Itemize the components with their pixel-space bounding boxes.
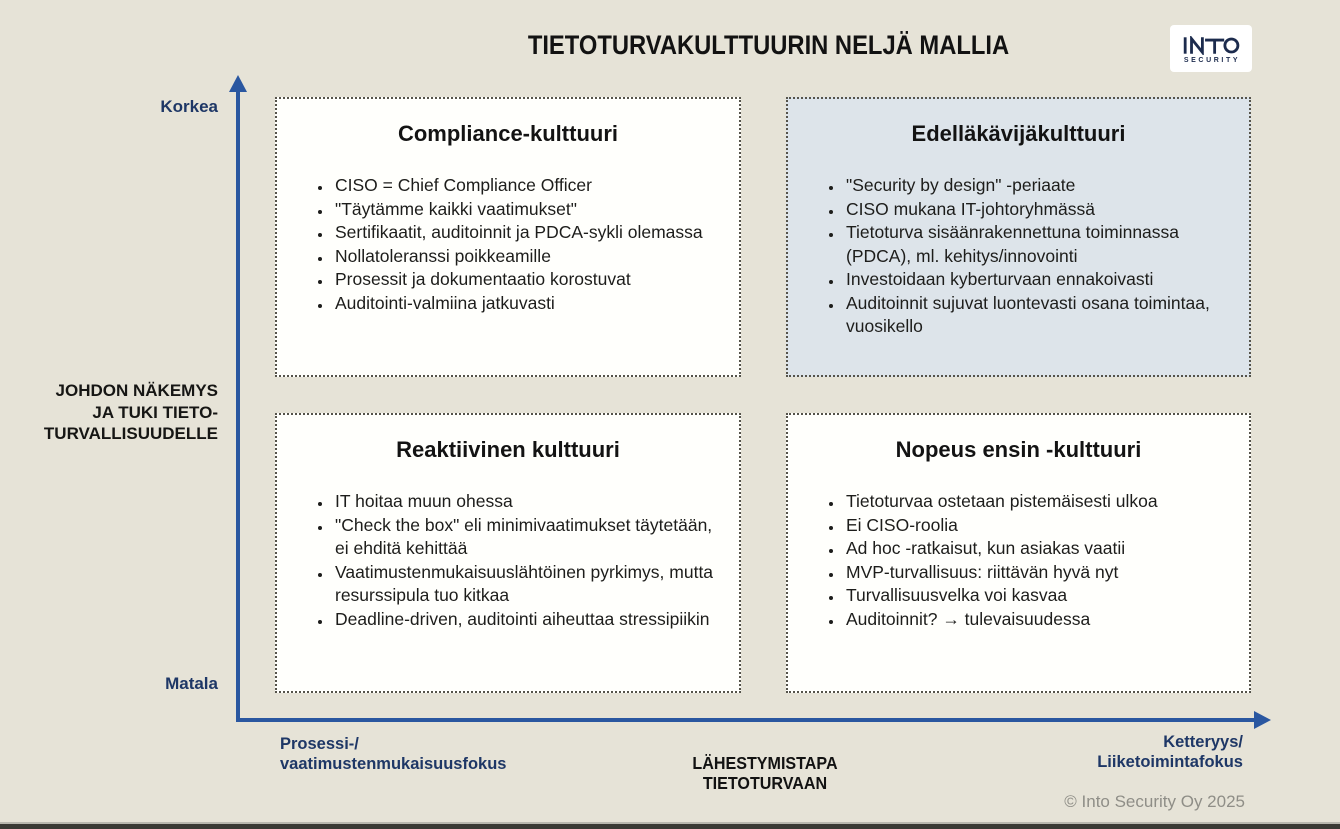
- bullet-item: • Sertifikaatit, auditoinnit ja PDCA-sykli olemassa: [332, 221, 717, 245]
- y-axis-title-line: TURVALLISUUDELLE: [43, 424, 218, 443]
- quadrant-bullet-list: [810, 174, 1227, 339]
- y-axis-low-label: Matala: [165, 674, 218, 693]
- y-axis-arrow-icon: [229, 75, 247, 92]
- quadrant-title: Edelläkävijäkulttuuri: [911, 121, 1126, 146]
- bullet-item: • Auditoinnit? → tulevaisuudessa: [843, 608, 1227, 632]
- x-axis-line: [236, 718, 1256, 722]
- quadrant-title: Reaktiivinen kulttuuri: [396, 437, 620, 462]
- x-axis-left-label: [280, 735, 507, 774]
- bullet-item: • Deadline-driven, auditointi aiheuttaa stressipiikin: [332, 608, 717, 632]
- bullet-item: • Ad hoc -ratkaisut, kun asiakas vaatii: [843, 537, 1227, 561]
- x-axis-right-label-line: Ketteryys/: [1163, 733, 1243, 751]
- bullet-item: • Nollatoleranssi poikkeamille: [332, 245, 717, 269]
- y-axis-title-line: JA TUKI TIETO-: [92, 402, 218, 422]
- x-axis-left-label-line: vaatimustenmukaisuusfokus: [280, 754, 507, 773]
- bullet-item: • Auditoinnit sujuvat luontevasti osana toimintaa, vuosikello: [843, 292, 1227, 339]
- bullet-item: • Vaatimustenmukaisuuslähtöinen pyrkimys, mutta resurssipula tuo kitkaa: [332, 561, 717, 608]
- x-axis-left-label-line: Prosessi-/: [280, 735, 359, 753]
- bullet-item: • CISO = Chief Compliance Officer: [332, 174, 717, 198]
- bullet-item: • Investoidaan kyberturvaan ennakoivasti: [843, 268, 1227, 292]
- bullet-item: • Ei CISO-roolia: [843, 514, 1227, 538]
- into-logo-mark: [1182, 36, 1240, 55]
- into-security-logo: [1170, 25, 1252, 72]
- x-axis-title-line: TIETOTURVAAN: [702, 773, 828, 793]
- bottom-edge-strip: [0, 822, 1340, 829]
- bullet-item: • Prosessit ja dokumentaatio korostuvat: [332, 268, 717, 292]
- bullet-item: • "Check the box" eli minimivaatimukset täytetään, ei ehditä kehittää: [332, 514, 717, 561]
- y-axis-line: [236, 90, 240, 722]
- logo-subtitle: SECURITY: [1183, 56, 1241, 64]
- bullet-item: • Tietoturva sisäänrakennettuna toiminnassa (PDCA), ml. kehitys/innovointi: [843, 221, 1227, 268]
- bullet-item: • IT hoitaa muun ohessa: [332, 490, 717, 514]
- quadrant-nopeus: [786, 413, 1251, 693]
- bullet-item: • "Security by design" -periaate: [843, 174, 1227, 198]
- bullet-item: • CISO mukana IT-johtoryhmässä: [843, 198, 1227, 222]
- bullet-item: • "Täytämme kaikki vaatimukset": [332, 198, 717, 222]
- quadrant-bullet-list: [810, 490, 1227, 631]
- copyright-text: © Into Security Oy 2025: [1064, 792, 1245, 811]
- quadrant-bullet-list: [299, 490, 717, 631]
- quadrant-bullet-list: [299, 174, 717, 315]
- bullet-item: • Tietoturvaa ostetaan pistemäisesti ulkoa: [843, 490, 1227, 514]
- quadrant-title: Nopeus ensin -kulttuuri: [895, 437, 1142, 462]
- x-axis-arrow-icon: [1254, 711, 1271, 729]
- x-axis-right-label: [1043, 733, 1243, 772]
- y-axis-title: [28, 380, 218, 445]
- page-title: TIETOTURVAKULTTUURIN NELJÄ MALLIA: [527, 30, 1010, 60]
- y-axis-high-label: Korkea: [160, 97, 218, 116]
- quadrant-title: Compliance-kulttuuri: [397, 121, 618, 146]
- bullet-item: • Auditointi-valmiina jatkuvasti: [332, 292, 717, 316]
- y-axis-title-line: JOHDON NÄKEMYS: [55, 381, 218, 400]
- x-axis-right-label-line: Liiketoimintafokus: [1097, 752, 1243, 771]
- bullet-item: • MVP-turvallisuus: riittävän hyvä nyt: [843, 561, 1227, 585]
- bullet-item: • Turvallisuusvelka voi kasvaa: [843, 584, 1227, 608]
- x-axis-title: [627, 753, 903, 793]
- quadrant-edellakavija: [786, 97, 1251, 377]
- quadrant-compliance: [275, 97, 741, 377]
- quadrant-reaktiivinen: [275, 413, 741, 693]
- x-axis-title-line: LÄHESTYMISTAPA: [692, 753, 838, 773]
